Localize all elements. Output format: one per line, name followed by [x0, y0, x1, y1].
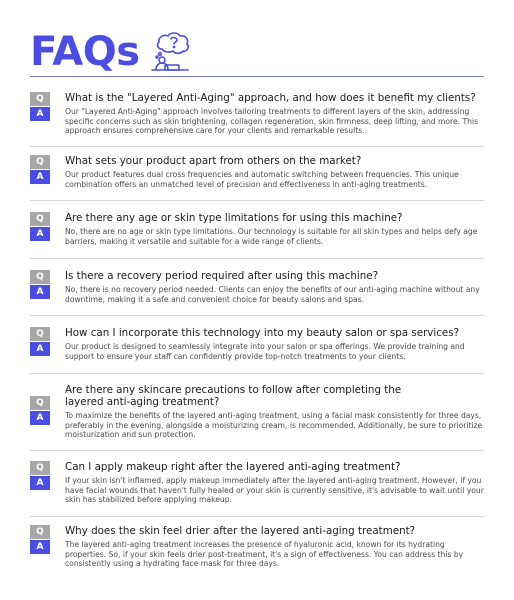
faq-answer: Our product features dual cross frequencies and automatic switching between frequencies. This unique combination offers an unmatched level of precision and effectiveness in anti-aging treatments.: [65, 170, 459, 189]
faq-question: Can I apply makeup right after the layered anti-aging treatment?: [65, 461, 401, 473]
faq-divider: [30, 258, 484, 259]
question-badge: Q: [30, 327, 50, 341]
faq-divider: [30, 516, 484, 517]
faq-question: Is there a recovery period required after using this machine?: [65, 270, 379, 282]
question-badge: Q: [30, 270, 50, 284]
header: [30, 28, 192, 76]
faq-question: Are there any skincare precautions to follow after completing the layered anti-aging treatment?: [65, 384, 402, 408]
faq-answer: To maximize the benefits of the layered anti-aging treatment, using a facial mask consistently for three days, preferably in the evening, alongside a moisturizing cream, is recommended. Additionally, be sure to prioritize moisturization and sun protection.: [65, 411, 483, 439]
faq-divider: [30, 373, 484, 374]
question-badge: Q: [30, 461, 50, 475]
answer-badge: A: [30, 285, 50, 299]
faq-question: What is the "Layered Anti-Aging" approach, and how does it benefit my clients?: [65, 92, 476, 104]
question-badge: Q: [30, 92, 50, 106]
faq-answer: The layered anti-aging treatment increases the presence of hyaluronic acid, known for its hydrating properties. So, if your skin feels drier post-treatment, it's a sign of effectiveness. You can address this by consistently using a hydrating face mask for three days.: [65, 540, 464, 568]
faq-divider: [30, 315, 484, 316]
person-thinking-question-icon: [148, 27, 192, 71]
faq-answer: If your skin isn't inflamed, apply makeup immediately after the layered anti-aging treatment. However, if you have facial wounds that haven't fully healed or your skin is currently sensitive, it's advisable to wait until your skin has stabilized before applying makeup.: [65, 476, 484, 504]
faq-divider: [30, 200, 484, 201]
question-badge: Q: [30, 155, 50, 169]
faq-question: How can I incorporate this technology into my beauty salon or spa services?: [65, 327, 460, 339]
page-title: FAQs: [30, 29, 140, 75]
faq-divider: [30, 450, 484, 451]
answer-badge: A: [30, 476, 50, 490]
question-badge: Q: [30, 212, 50, 226]
answer-badge: A: [30, 227, 50, 241]
faq-answer: Our product is designed to seamlessly integrate into your salon or spa offerings. We provide training and support to ensure your staff can confidently provide top-notch treatments to your clients.: [65, 342, 465, 361]
answer-badge: A: [30, 107, 50, 121]
answer-badge: A: [30, 342, 50, 356]
faq-answer: Our "Layered Anti-Aging" approach involves tailoring treatments to different layers of the skin, addressing specific concerns such as skin brightening, collagen regeneration, skin firmness, deep lifting, and more. This approach ensures comprehensive care for your clients and remarkable results.: [65, 107, 479, 135]
faq-question: What sets your product apart from others on the market?: [65, 155, 362, 167]
faq-answer: No, there are no age or skin type limitations. Our technology is suitable for all skin types and helps defy age barriers, making it versatile and suitable for a wide range of clients.: [65, 227, 478, 246]
answer-badge: A: [30, 411, 50, 425]
answer-badge: A: [30, 170, 50, 184]
faq-question: Are there any age or skin type limitations for using this machine?: [65, 212, 403, 224]
faq-answer: No, there is no recovery period needed. Clients can enjoy the benefits of our anti-aging machine without any downtime, making it a safe and convenient choice for beauty salons and spas.: [65, 285, 480, 304]
question-badge: Q: [30, 396, 50, 410]
answer-badge: A: [30, 540, 50, 554]
header-divider: [30, 76, 484, 77]
question-badge: Q: [30, 525, 50, 539]
faq-question: Why does the skin feel drier after the layered anti-aging treatment?: [65, 525, 416, 537]
faq-divider: [30, 146, 484, 147]
